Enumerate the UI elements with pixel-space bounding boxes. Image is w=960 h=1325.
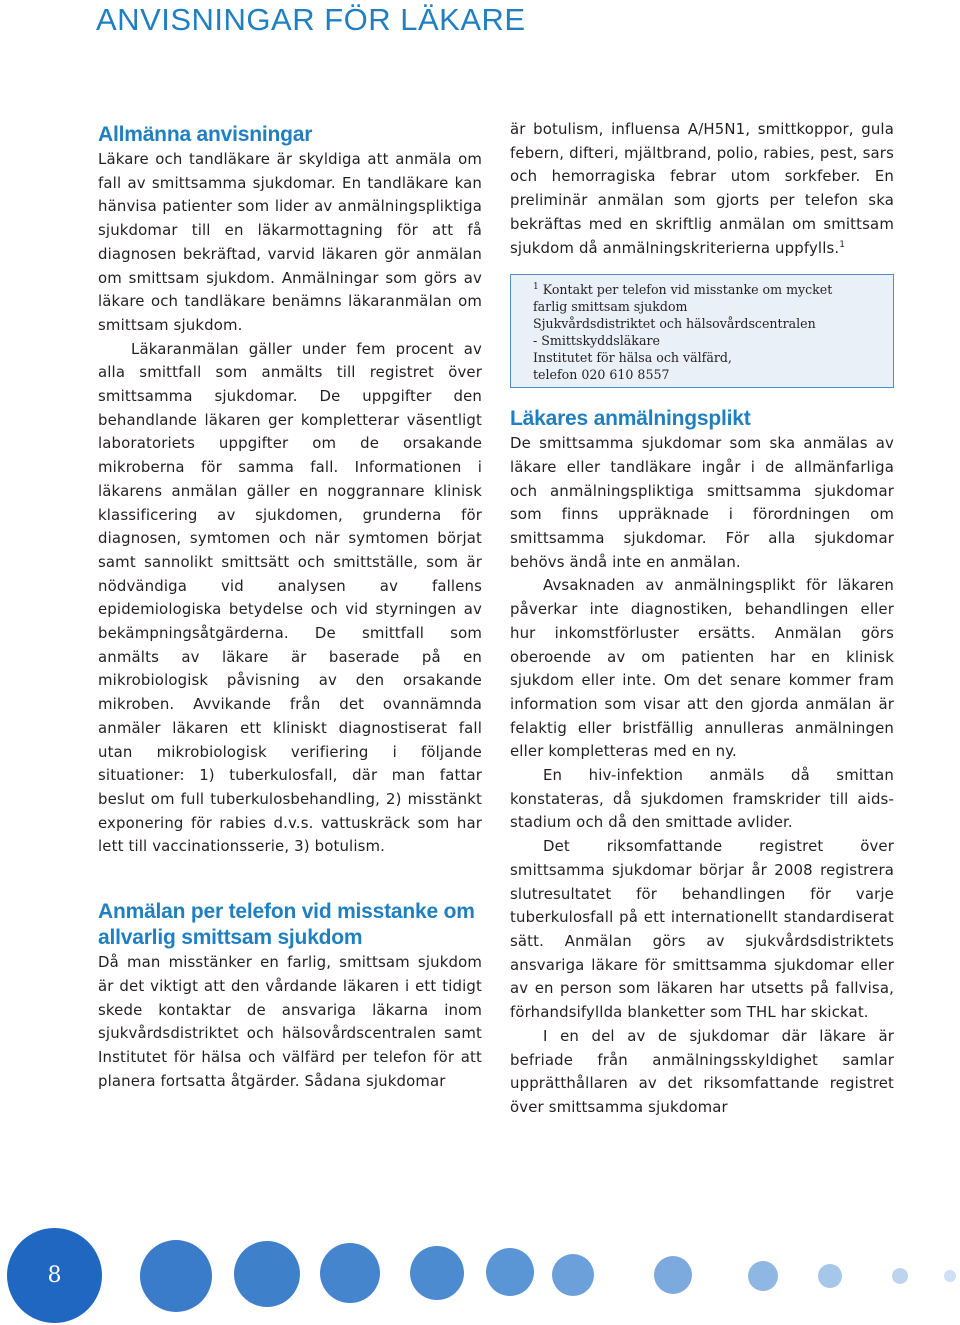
note-line: farlig smittsam sjukdom (533, 299, 688, 315)
left-column (98, 118, 482, 1093)
paragraph: I en del av de sjukdomar där läkare är befriade från anmälningsskyldighet samlar upprätthållaren av det riksomfattande registret över smittsamma sjukdomar (510, 1026, 894, 1116)
paragraph: Läkaranmälan gäller under fem procent av alla smittfall som anmälts till registret över smittsamma sjukdomar. De uppgifter den behandlande läkaren ger kompletterar väsentligt laboratoriets uppgifter om de orsakande mikroberna för samma fall. Informationen i läkarens anmälan gäller en noggrannare klinisk klassificering av sjukdomen, grunderna för diagnosen, symtomen och när symtomen börjat samt sannolikt smittsätt och smittställe, som är nödvändiga vid analysen av fallens epidemiologiska betydelse och vid styrningen av bekämpningsåtgärderna. De smittfall som anmälts av läkare är baserade på en mikrobiologisk påvisning av den orsakande mikroben. Avvikande från det ovannämnda anmäler läkaren ett kliniskt diagnostiserat fall utan mikrobiologisk verifiering i följande situationer: 1) tuberkulosfall, där man fattar beslut om full tuberkulosbehandling, 2) misstänkt exponering för rabies d.v.s. vattuskräck som har lett till vaccinationsserie, 3) botulism. (98, 339, 482, 856)
note-line: $^1$ Kontakt per telefon vid misstanke om mycket (533, 282, 833, 298)
note-phone: telefon 020 610 8557 (533, 367, 670, 383)
page-title: ANVISNINGAR FÖR LÄKARE (96, 2, 526, 37)
page-number: 8 (47, 1263, 62, 1288)
decorative-circle (944, 1270, 956, 1282)
page-number-badge (7, 1228, 102, 1323)
paragraph (510, 118, 894, 260)
paragraph: Läkare och tandläkare är skyldiga att anmäla om fall av smittsamma sjukdomar. En tandläkare kan hänvisa patienter som lider av anmälningspliktiga sjukdomar till en läkarmottagning för att få diagnosen bekräftad, varvid läkaren gör anmälan om smittsam sjukdom. Anmälningar som görs av läkare och tandläkare benämns läkaranmälan om smittsam sjukdom. (98, 150, 482, 334)
footnote-reference: 1 (839, 239, 846, 250)
decorative-circle (654, 1256, 692, 1294)
decorative-circle (140, 1240, 212, 1312)
decorative-circle (748, 1261, 778, 1291)
paragraph-text: är botulism, influensa A/H5N1, smittkoppor, gula febern, difteri, mjältbrand, polio, rabies, pest, sars och hemorragiska febrar utom sorkfeber. En preliminär anmälan som gjorts per telefon ska bekräftas med en skriftlig anmälan om smittsam sjukdom då anmälningskriterierna uppfylls. (510, 120, 894, 257)
decorative-circle (818, 1264, 842, 1288)
paragraph: De smittsamma sjukdomar som ska anmälas av läkare eller tandläkare ingår i de allmänfarliga och anmälningspliktiga smittsamma sjukdomar som finns uppräknade i förordningen om smittsamma sjukdomar. För alla sjukdomar behövs ändå inte en anmälan. (510, 434, 894, 571)
paragraph: Avsaknaden av anmälningsplikt för läkaren påverkar inte diagnostiken, behandlingen eller hur inkomstförluster ersätts. Anmälan görs oberoende av om patienten har en klinisk sjukdom eller inte. Om det senare kommer fram information som visar att den gjorda anmälan är felaktig eller bristfällig annulleras anmälningen eller kompletteras med en ny. (510, 576, 894, 761)
section-heading-general: Allmänna anvisningar (98, 123, 313, 146)
paragraph: Det riksomfattande registret över smittsamma sjukdomar börjar år 2008 registrera slutresultatet för behandlingen för varje tuberkulosfall på ett internationellt standardiserat sätt. Anmälan görs av sjukvårdsdistriktets ansvariga läkare för smittsamma sjukdomar eller av en person som läkaren har utsetts på fallvisa, förhandsifyllda blanketter som THL har skickat. (510, 837, 894, 1022)
note-line: Institutet för hälsa och välfärd, (533, 350, 732, 366)
paragraph: En hiv-infektion anmäls då smittan konstateras, då sjukdomen framskrider till aids-stadium och då den smittade avlider. (510, 766, 894, 832)
decorative-circle (552, 1254, 594, 1296)
section-heading-phone-report: Anmälan per telefon vid misstanke om allvarlig smittsam sjukdom (98, 900, 475, 950)
decorative-circle (234, 1241, 300, 1307)
decorative-circle (892, 1268, 908, 1284)
decorative-circle (320, 1243, 380, 1303)
decorative-circle (486, 1248, 534, 1296)
contact-note-box (510, 274, 894, 388)
note-line: Sjukvårdsdistriktet och hälsovårdscentralen (533, 316, 816, 332)
decorative-circle (410, 1246, 464, 1300)
section-heading-reporting-duty: Läkares anmälningsplikt (510, 407, 751, 431)
right-column (510, 118, 894, 1120)
paragraph: Då man misstänker en farlig, smittsam sjukdom är det viktigt att den vårdande läkaren i ett tidigt skede kontaktar de ansvariga läkarna inom sjukvårdsdistriktet och hälsovårdscentralen samt Institutet för hälsa och välfärd per telefon för att planera fortsatta åtgärder. Sådana sjukdomar (98, 953, 482, 1090)
note-marker: 1 (533, 282, 539, 293)
note-line: - Smittskyddsläkare (533, 333, 660, 349)
